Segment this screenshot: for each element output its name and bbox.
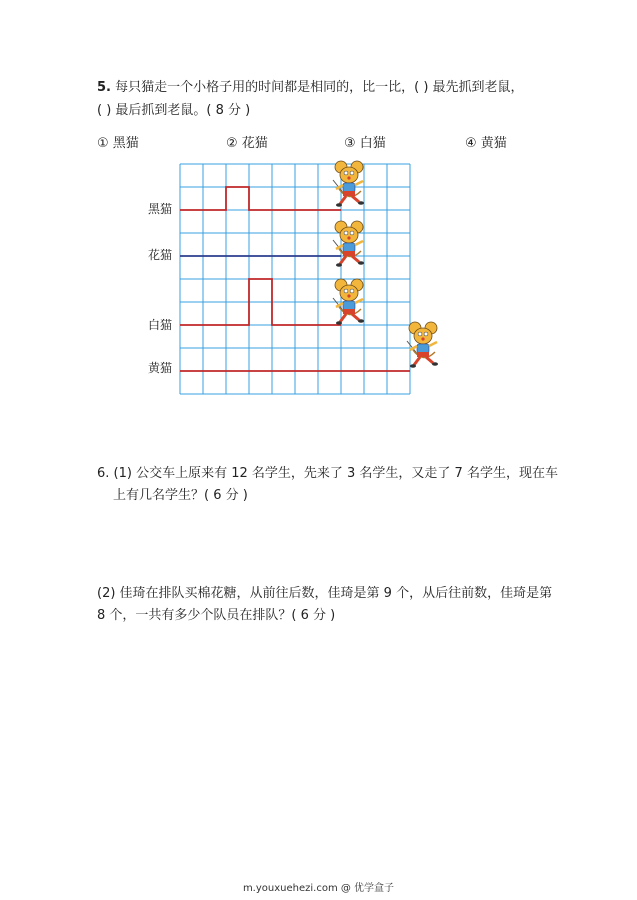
- race-grid: [0, 0, 637, 420]
- path-black: [180, 187, 341, 210]
- option-2: ② 花猫: [226, 136, 268, 151]
- cat-label-black: 黑猫: [148, 202, 173, 216]
- footer-watermark: m.youxuehezi.com @ 优学盒子: [242, 883, 395, 894]
- mouse-icon-yellow: [407, 322, 438, 368]
- q6-part2-line1: (2) 佳琦在排队买棉花糖，从前往后数，佳琦是第 9 个，从后往前数，佳琦是第: [97, 586, 553, 601]
- q5-text1: 每只猫走一个小格子用的时间都是相同的，比一比，( ) 最先抓到老鼠，: [115, 80, 524, 95]
- cat-label-yellow: 黄猫: [148, 361, 173, 375]
- q5-line2: ( ) 最后抓到老鼠。( 8 分 ): [97, 103, 251, 118]
- mouse-icon-flower: [333, 221, 364, 267]
- option-4: ④ 黄猫: [465, 136, 507, 151]
- q6-part1-line1: 6. (1) 公交车上原来有 12 名学生，先来了 3 名学生，又走了 7 名学生，现在车: [97, 466, 558, 481]
- option-1: ① 黑猫: [97, 136, 139, 151]
- option-3: ③ 白猫: [344, 136, 386, 151]
- mouse-icon-black: [333, 161, 364, 207]
- cat-label-white: 白猫: [148, 318, 173, 332]
- q6-part2-line2: 8 个，一共有多少个队员在排队？( 6 分 ): [97, 608, 336, 623]
- q5-number: 5.: [97, 80, 111, 95]
- grid-lines: [180, 164, 410, 394]
- q6-part1-line2: 上有几名学生？( 6 分 ): [113, 488, 248, 503]
- cat-label-flower: 花猫: [148, 248, 173, 262]
